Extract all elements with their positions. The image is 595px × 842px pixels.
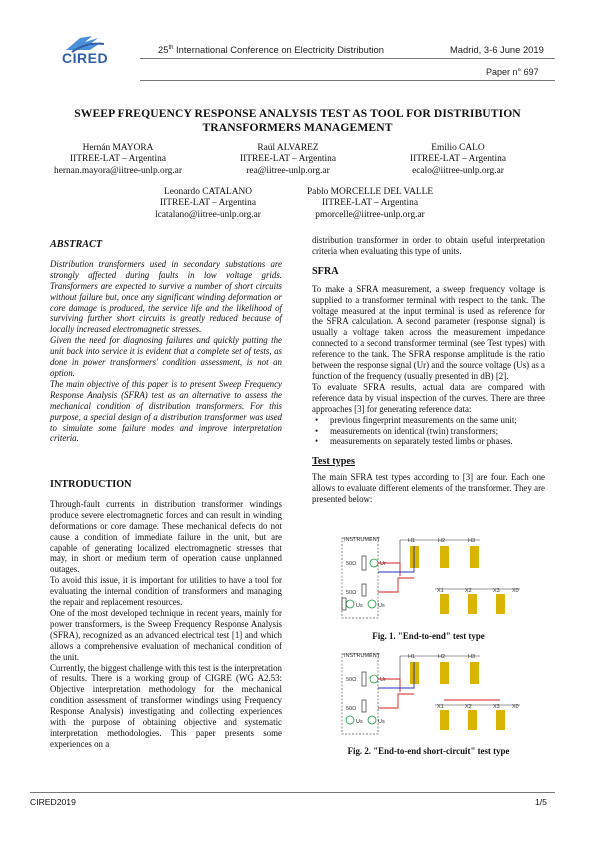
conference-name: 25th International Conference on Electricity Distribution [158,44,384,55]
test-types-heading: Test types [312,456,355,468]
introduction-section [50,480,282,750]
svg-text:X1: X1 [437,704,444,710]
svg-text:X0: X0 [512,704,519,710]
page-number: 1/5 [535,797,547,807]
svg-text:INSTRUMENT: INSTRUMENT [344,537,381,543]
abstract-paragraph-1: Distribution transformers used in secondary substations are strongly affected during faults in low voltage grids. Transformers are expected to survive a number of short circuits without failure but, once any significant winding deformation or core damage is produced, the service life and the likelihood of surviving further short circuits is greatly reduced because of locally increased electromagnetic stresses. [50,258,282,335]
figure-2-diagram [340,648,520,740]
reference-list [312,415,545,448]
abstract-section [50,240,282,444]
svg-text:X2: X2 [465,588,472,594]
intro-paragraph-3: One of the most developed technique in recent years, mainly for power transformers, is the Sweep Frequency Response Analysis (SFRA), recognized as an advanced electrical test [1] and which allows a comprehensive evaluation of mechanical condition of the unit. [50,607,282,662]
svg-text:H1: H1 [408,538,416,544]
svg-text:X1: X1 [437,588,444,594]
svg-text:X2: X2 [465,704,472,710]
svg-text:50Ω: 50Ω [346,706,357,712]
intro-paragraph-1: Through-fault currents in distribution transformer windings produce severe electromagnetic forces and can result in winding deformations or core damage. These mechanical defects do not cause a condition of immediate failure in the unit, but are capable of generating localized electromagnetic stresses that may, in short or medium term of operation cause unplanned outages. [50,498,282,575]
svg-text:X0: X0 [512,588,519,594]
svg-text:Ur: Ur [380,677,386,683]
sfra-paragraph-1: To make a SFRA measurement, a sweep frequency voltage is supplied to a transformer terminal with respect to the tank. The voltage measured at the input terminal is used as reference for the SFRA calculation. A second parameter (response signal) is usually a voltage taken across the measurement impedance connected to a second transformer terminal (see Test types) with reference to the tank. The SFRA response amplitude is the ratio between the response signal (Ur) and the source voltage (Us) as a function of the frequency (usually presented in dB) [2]. [312,283,545,381]
cired-logo [52,30,122,70]
svg-text:50Ω: 50Ω [346,677,357,683]
introduction-heading: INTRODUCTION [50,479,132,490]
svg-text:X3: X3 [493,588,500,594]
footer-left: CIRED2019 [30,797,76,807]
author-5: Pablo MORCELLE DEL VALLE IITREE-LAT – Argentina pmorcelle@iitree-unlp.org.ar [306,187,434,220]
sfra-paragraph-2: To evaluate SFRA results, actual data are compared with reference data by visual inspection of the curves. There are three approaches [3] for generating reference data: [312,381,545,414]
right-column-text [312,235,545,505]
continued-paragraph: distribution transformer in order to obtain useful interpretation criteria when evaluating this type of units. [312,235,545,256]
svg-text:Us: Us [356,603,363,609]
svg-text:Us: Us [356,719,363,725]
svg-text:H2: H2 [438,654,446,660]
abstract-paragraph-2: Given the need for diagnosing failures and quickly putting the unit back into service it is evident that a complete set of tests, as done in power transformers' condition assessment, is not an option. [50,335,282,378]
test-types-paragraph: The main SFRA test types according to [3] are four. Each one allows to evaluate different elements of the transformer. They are presented below: [312,472,545,505]
svg-text:50Ω: 50Ω [346,590,357,596]
location-date: Madrid, 3-6 June 2019 [450,44,544,55]
paper-rule [140,80,555,81]
svg-text:H3: H3 [468,654,476,660]
author-1: Hernán MAYORA IITREE-LAT – Argentina hernan.mayora@iitree-unlp.org.ar [54,143,182,176]
list-item: • measurements on identical (twin) transformers; [312,426,545,437]
intro-paragraph-4: Currently, the biggest challenge with this test is the interpretation of results. There is a working group of CIGRE (WG A2.53: Objective interpretation methodology for the mechanical condition assessment of transformer windings using Frequency Response Analysis) investigating and collecting experiences with the purpose of obtaining objective and systematic interpretation methodologies. This paper presents some experiences on a [50,662,282,749]
svg-text:INSTRUMENT: INSTRUMENT [344,653,381,659]
svg-text:Ur: Ur [380,561,386,567]
author-3: Emilio CALO IITREE-LAT – Argentina ecalo@iitree-unlp.org.ar [410,143,506,176]
figure-2-caption: Fig. 2. "End-to-end short-circuit" test type [347,746,510,756]
svg-text:Us: Us [378,603,385,609]
author-2: Raúl ALVAREZ IITREE-LAT – Argentina rea@iitree-unlp.org.ar [240,143,336,176]
svg-text:Us: Us [378,719,385,725]
paper-number: Paper n° 697 [486,67,539,77]
logo-text: CIRED [62,50,109,66]
intro-paragraph-2: To avoid this issue, it is important for utilities to have a tool for evaluating the internal condition of transformers and managing the repair and replacement resources. [50,575,282,608]
author-4: Leonardo CATALANO IITREE-LAT – Argentina lcatalano@iitree-unlp.org.ar [155,187,261,220]
svg-text:H1: H1 [408,654,416,660]
abstract-heading: ABSTRACT [50,239,103,250]
header-rule [140,58,555,59]
paper-title: SWEEP FREQUENCY RESPONSE ANALYSIS TEST AS TOOL FOR DISTRIBUTION TRANSFORMERS MANAGEMENT [74,107,521,134]
svg-text:H2: H2 [438,538,446,544]
svg-text:H3: H3 [468,538,476,544]
footer-rule [30,792,555,793]
svg-text:50Ω: 50Ω [346,561,357,567]
figure-1-diagram [340,532,520,624]
list-item: • previous fingerprint measurements on the same unit; [312,415,545,426]
abstract-paragraph-3: The main objective of this paper is to present Sweep Frequency Response Analysis (SFRA) test as an alternative to assess the mechanical condition of distribution transformers. For this purpose, a special design of a distribution transformer was used to simulate some failure modes and improve interpretation criteria. [50,378,282,444]
list-item: • measurements on separately tested limbs or phases. [312,436,545,447]
figure-1-caption: Fig. 1. "End-to-end" test type [372,631,485,641]
sfra-heading: SFRA [312,265,339,277]
svg-text:X3: X3 [493,704,500,710]
